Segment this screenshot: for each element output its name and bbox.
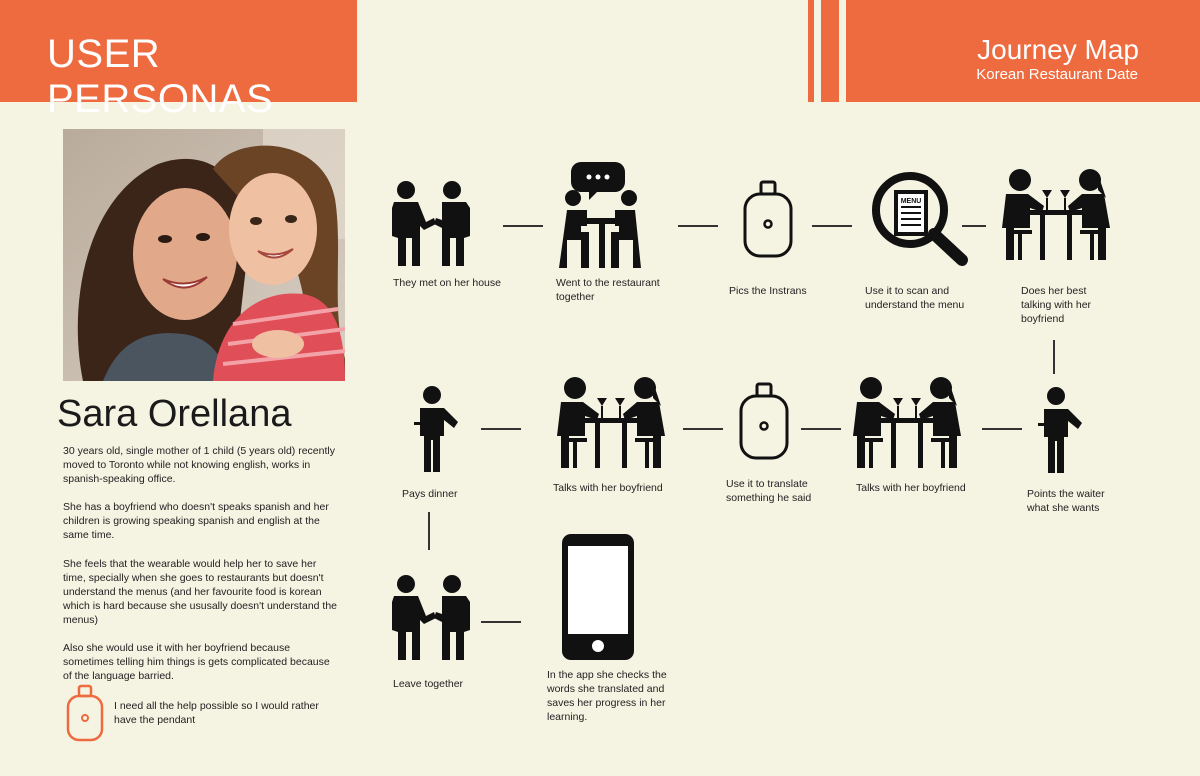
connector-line [1053, 340, 1055, 374]
decorative-stripe [821, 0, 839, 102]
pendant-icon [64, 684, 106, 749]
menu-sign-text: MENU [900, 198, 922, 205]
step-label: Does her best talking with her boyfriend [1021, 285, 1092, 325]
dining-couple-icon [851, 376, 963, 475]
persona-bio: She feels that the wearable would help her to save her time, specially when she goes to restaurants but doesn't understand the menus (and her favourite food is korean which is hard because she ususally doesn't understand the menus) [63, 558, 338, 626]
pendant-icon [741, 180, 795, 265]
connector-line [683, 428, 723, 430]
couple-icon [386, 572, 474, 667]
connector-line [428, 512, 430, 550]
connector-line [481, 428, 521, 430]
step-label: Leave together [393, 678, 464, 690]
step-label: Pics the Instrans [729, 285, 807, 297]
smartphone-icon [562, 534, 636, 667]
persona-photo [63, 129, 345, 381]
step-label: Talks with her boyfriend [856, 482, 966, 494]
dining-couple-icon [555, 376, 667, 475]
step-label: They met on her house [393, 277, 501, 289]
waiter-icon [1036, 387, 1086, 480]
journey-subtitle: Korean Restaurant Date [976, 66, 1138, 83]
connector-line [812, 225, 852, 227]
step-label: Talks with her boyfriend [553, 482, 663, 494]
connector-line [503, 225, 543, 227]
title-banner [0, 0, 357, 121]
connector-line [801, 428, 841, 430]
pendant-icon [737, 382, 791, 467]
couple-icon [386, 178, 474, 273]
step-label: Pays dinner [402, 488, 458, 500]
step-label: Use it to translate something he said [726, 478, 812, 504]
step-label: Went to the restaurant together [556, 277, 660, 303]
step-label: In the app she checks the words she translated and saves her progress in her learning. [547, 669, 667, 723]
connector-line [678, 225, 718, 227]
decorative-stripe [808, 0, 814, 102]
persona-quote: I need all the help possible so I would rather have the pendant [114, 700, 319, 726]
persona-bio: 30 years old, single mother of 1 child (5 years old) recently moved to Toronto while not knowing english, works in spanish-speaking office. [63, 445, 335, 485]
dining-couple-icon [1000, 168, 1112, 267]
connector-line [962, 225, 986, 227]
step-label: Use it to scan and understand the menu [865, 285, 965, 311]
journey-banner [846, 0, 1200, 102]
meeting-chat-icon [557, 158, 647, 275]
waiter-icon [412, 386, 462, 479]
page-title: USER PERSONAS [47, 32, 274, 121]
persona-bio: Also she would use it with her boyfriend because sometimes telling him things is gets complicated because of the language barried. [63, 642, 330, 682]
menu-magnifier-icon [870, 170, 968, 271]
persona-name: Sara Orellana [57, 393, 292, 435]
connector-line [481, 621, 521, 623]
persona-bio: She has a boyfriend who doesn't speaks spanish and her children is growing speaking spanish and english at the same time. [63, 501, 329, 541]
journey-title: Journey Map [977, 34, 1139, 65]
step-label: Points the waiter what she wants [1027, 488, 1105, 514]
connector-line [982, 428, 1022, 430]
